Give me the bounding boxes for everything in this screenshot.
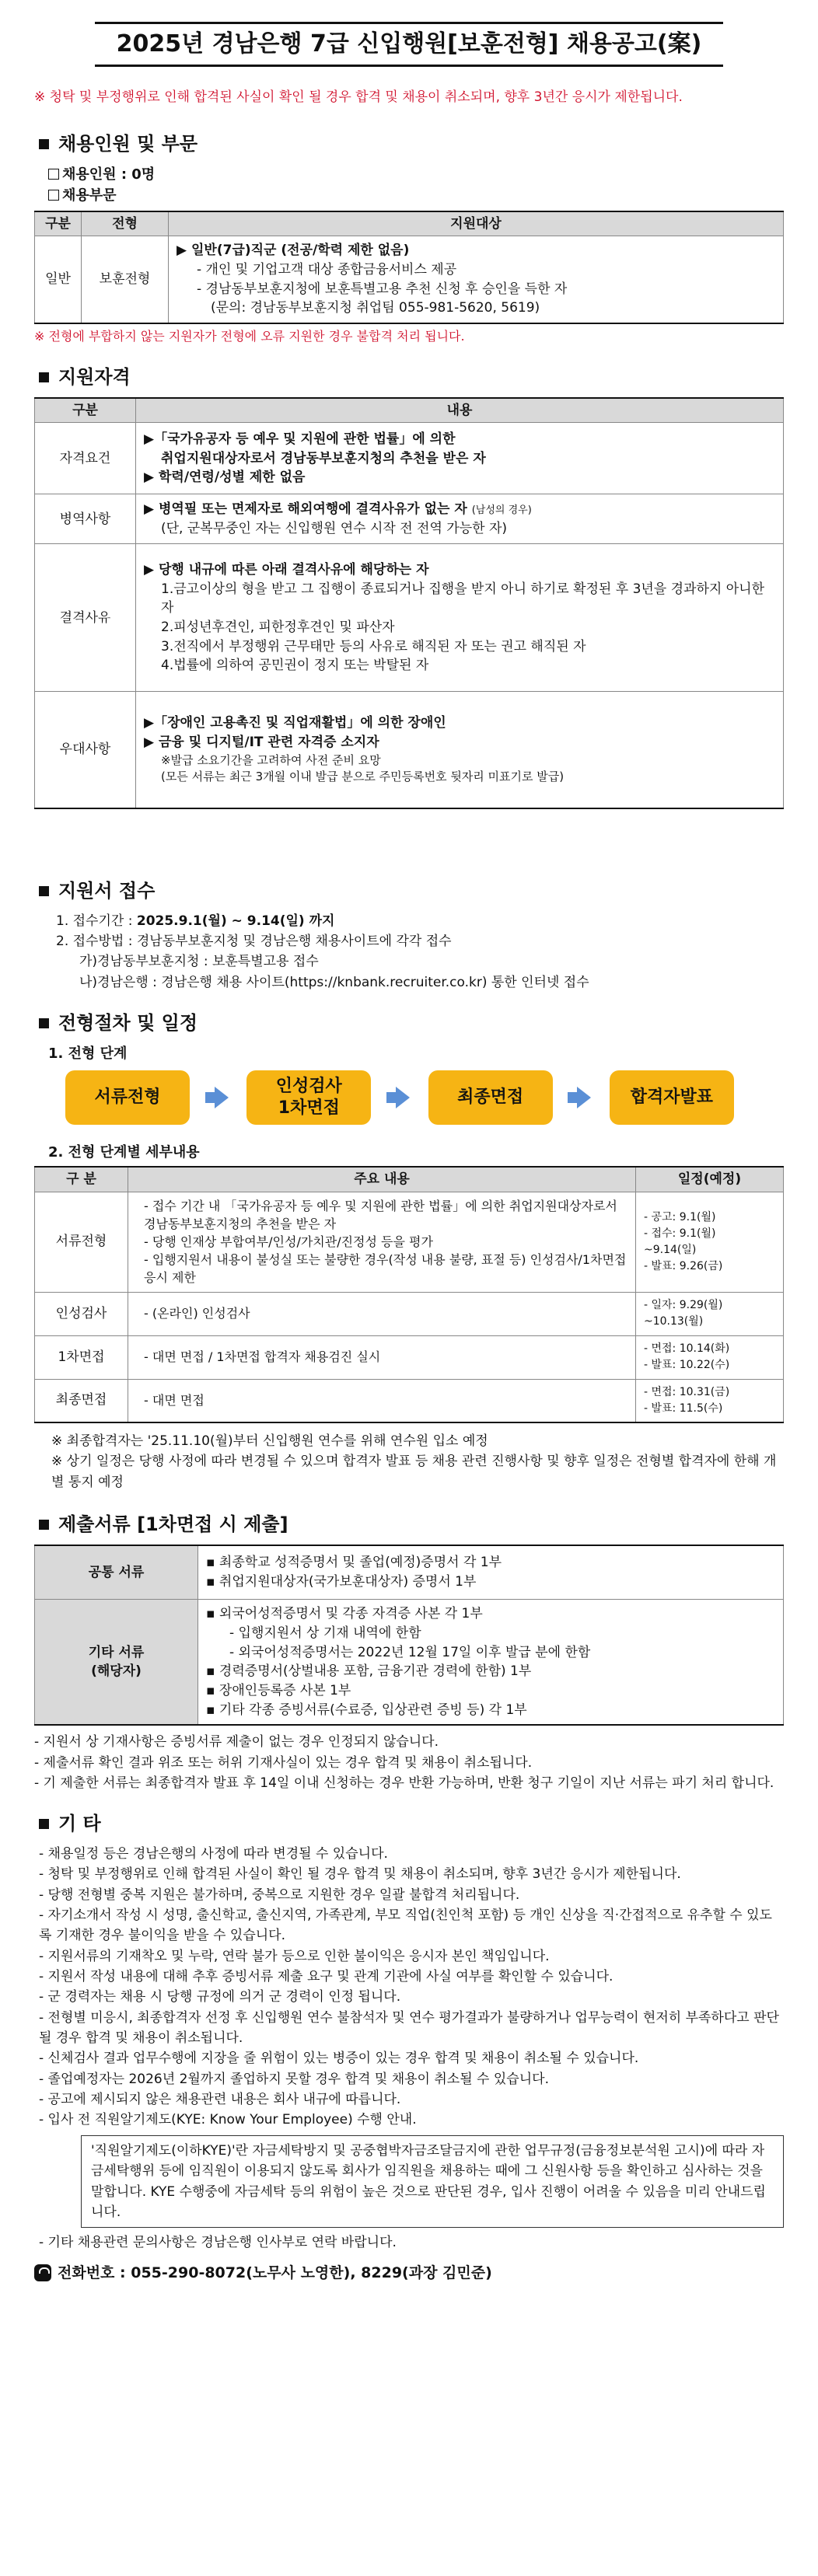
qual-line: (단, 군복무중인 자는 신입행원 연수 시작 전 전역 가능한 자) (161, 520, 508, 536)
table-header-row (35, 398, 784, 423)
title-wrap (34, 22, 784, 67)
doc-line: ▪ 최종학교 성적증명서 및 졸업(예정)증명서 각 1부 (206, 1555, 502, 1571)
section-heading-process (34, 1010, 784, 1037)
list-item: - 청탁 및 부정행위로 인해 합격된 사실이 확인 될 경우 합격 및 채용이 취소되며, 향후 3년간 응시가 제한됩니다. (39, 1866, 681, 1883)
table-cell: 서류전형 (35, 1192, 128, 1292)
table-row (35, 1292, 784, 1335)
list-item: - 군 경력자는 채용 시 당행 규정에 의거 군 경력이 인정 됩니다. (39, 1989, 401, 2005)
qual-text: ▶ 병역필 또는 면제자로 해외여행에 결격사유가 없는 자 (144, 501, 467, 518)
doc-line: ▪ 취업지원대상자(국가보훈대상자) 증명서 1부 (206, 1574, 477, 1590)
list-item: - 자기소개서 작성 시 성명, 출신학교, 출신지역, 가족관계, 부모 직업(친인척 포함) 등 개인 신상을 직·간접적으로 유추할 수 있도록 기재한 경우 불이익을 받을 수 있습니다. (39, 1908, 772, 1944)
section-heading-recruit (34, 131, 784, 158)
qual-line: 4.법률에 의하여 공민권이 정지 또는 박탈된 자 (161, 658, 429, 674)
process-note: ※ 최종합격자는 '25.11.10(월)부터 신입행원 연수를 위해 연수원 입소 예정 (51, 1433, 488, 1450)
table-cell (136, 692, 784, 808)
table-header-row (35, 1167, 784, 1192)
qual-line: 3.전직에서 부정행위 근무태만 등의 사유로 해직된 자 또는 권고 해직된 자 (161, 638, 586, 654)
qual-line: ▶ 금융 및 디지털/IT 관련 자격증 소지자 (144, 734, 379, 750)
contact-phone: 전화번호 : 055-290-8072(노무사 노영한), 8229(과장 김민준) (58, 2264, 492, 2281)
process-flow (65, 1070, 734, 1125)
table-row (35, 1192, 784, 1292)
list-item-label: 1. 접수기간 : (56, 913, 137, 929)
table-row (35, 1545, 784, 1600)
list-item: - 졸업예정자는 2026년 2월까지 졸업하지 못할 경우 합격 및 채용이 취소될 수 있습니다. (39, 2071, 549, 2087)
table-row (35, 1379, 784, 1422)
recruit-table (34, 211, 784, 324)
list-item: - 입사 전 직원알기제도(KYE: Know Your Employee) 수행 안내. (39, 2112, 417, 2128)
section-title: 지원서 접수 (58, 879, 156, 902)
table-cell: - 접수 기간 내 「국가유공자 등 예우 및 지원에 관한 법률」에 의한 취업지원대상자로서 경남동부보훈지청의 추천을 받은 자 - 당행 인재상 부합여부/인성/가치관/진정성 등을 평가 - 입행지원서 내용이 불성실 또는 불량한 경우(작성 내용 불량, 표절 등) 인성검사/1차면접 응시 제한 (128, 1192, 636, 1292)
checkbox-icon (48, 190, 59, 201)
square-bullet-icon (39, 1520, 49, 1530)
target-line: (문의: 경남동부보훈지청 취업팀 055-981-5620, 5619) (211, 300, 540, 316)
recruit-dept (48, 185, 784, 206)
section-title: 전형절차 및 일정 (58, 1012, 198, 1035)
table-header: 구분 (35, 398, 136, 423)
etc-list (39, 1844, 784, 2131)
table-header: 구 분 (35, 1167, 128, 1192)
table-header: 주요 내용 (128, 1167, 636, 1192)
list-item: - 지원서 작성 내용에 대해 추후 증빙서류 제출 요구 및 관계 기관에 사실 여부를 확인할 수 있습니다. (39, 1969, 614, 1985)
square-bullet-icon (39, 372, 49, 382)
section-heading-etc (34, 1810, 784, 1838)
doc-line: ▪ 외국어성적증명서 및 각종 자격증 사본 각 1부 (206, 1606, 483, 1622)
target-line: - 개인 및 기업고객 대상 종합금융서비스 제공 (197, 261, 457, 277)
table-cell: 병역사항 (35, 494, 136, 544)
table-header: 전형 (82, 211, 169, 236)
doc-note: - 지원서 상 기재사항은 증빙서류 제출이 없는 경우 인정되지 않습니다. (34, 1734, 439, 1750)
table-cell: 우대사항 (35, 692, 136, 808)
table-row (35, 1600, 784, 1725)
right-arrow-icon (565, 1087, 596, 1108)
list-item: - 지원서류의 기재착오 및 누락, 연락 불가 등으로 인한 불이익은 응시자 본인 책임입니다. (39, 1948, 550, 1964)
doc-note: - 제출서류 확인 결과 위조 또는 허위 기재사실이 있는 경우 합격 및 채용이 취소됩니다. (34, 1754, 533, 1771)
section-title: 채용인원 및 부문 (58, 132, 198, 155)
top-notice: ※ 청탁 및 부정행위로 인해 합격된 사실이 확인 될 경우 합격 및 채용이 취소되며, 향후 3년간 응시가 제한됩니다. (34, 89, 683, 105)
step-box: 합격자발표 (610, 1070, 734, 1125)
table-cell: - 공고: 9.1(월) - 접수: 9.1(월) ~9.14(일) - 발표: 9.26(금) (636, 1192, 784, 1292)
right-arrow-icon (384, 1087, 415, 1108)
qual-line: 1.금고이상의 형을 받고 그 집행이 종료되거나 집행을 받지 아니 하기로 확정된 후 3년을 경과하지 아니한 자 (161, 581, 764, 616)
section-heading-qualification (34, 364, 784, 391)
qualification-table (34, 397, 784, 809)
table-row (35, 236, 784, 323)
documents-table (34, 1545, 784, 1726)
phone-icon (34, 2264, 51, 2281)
square-bullet-icon (39, 886, 49, 896)
table-row (35, 423, 784, 494)
kye-box: '직원알기제도(이하KYE)'란 자금세탁방지 및 공중협박자금조달금지에 관한 업무규정(금융정보분석원 고시)에 따라 자금세탁행위 등에 임직원이 이용되지 않도록 회사가 임직원을 채용하는 때에 그 신원사항 등을 확인하고 심사하는 것을 말합니다. KYE 수행중에 자금세탁 등의 위험이 높은 것으로 판단된 경우, 입사 진행이 어려울 수 있음을 미리 안내드립니다. (81, 2135, 784, 2228)
table-cell: 최종면접 (35, 1379, 128, 1422)
process-subheading: 2. 전형 단계별 세부내용 (48, 1143, 200, 1161)
square-bullet-icon (39, 139, 49, 149)
page-title: 2025년 경남은행 7급 신입행원[보훈전형] 채용공고(案) (95, 22, 724, 67)
doc-note: - 기 제출한 서류는 최종합격자 발표 후 14일 이내 신청하는 경우 반환 가능하며, 반환 청구 기일이 지난 서류는 파기 처리 합니다. (34, 1775, 774, 1791)
table-cell: - (온라인) 인성검사 (128, 1292, 636, 1335)
target-title: ▶ 일반(7급)직군 (전공/학력 제한 없음) (177, 243, 410, 259)
list-item: - 기타 채용관련 문의사항은 경남은행 인사부로 연락 바랍니다. (39, 2235, 397, 2251)
table-cell: - 면접: 10.14(화) - 발표: 10.22(수) (636, 1335, 784, 1379)
table-header: 내용 (136, 398, 784, 423)
doc-line: - 외국어성적증명서는 2022년 12월 17일 이후 발급 분에 한함 (229, 1644, 591, 1660)
square-bullet-icon (39, 1018, 49, 1028)
qual-line: 2.피성년후견인, 피한정후견인 및 파산자 (161, 619, 395, 635)
list-item: - 채용일정 등은 경남은행의 사정에 따라 변경될 수 있습니다. (39, 1846, 388, 1862)
qual-line: ▶「국가유공자 등 예우 및 지원에 관한 법률」에 의한 (144, 431, 456, 447)
qual-line: ▶「장애인 고용촉진 및 직업재활법」에 의한 장애인 (144, 715, 446, 731)
table-cell (198, 1545, 784, 1600)
table-cell: 1차면접 (35, 1335, 128, 1379)
list-item: 2. 접수방법 : 경남동부보훈지청 및 경남은행 채용사이트에 각각 접수 (56, 934, 452, 950)
contact-footer (34, 2263, 784, 2285)
section-title: 제출서류 [1차면접 시 제출] (58, 1513, 288, 1536)
section-title: 지원자격 (58, 366, 131, 389)
step-box: 서류전형 (65, 1070, 190, 1125)
list-item: - 당행 전형별 중복 지원은 불가하며, 중복으로 지원한 경우 일괄 불합격 처리됩니다. (39, 1887, 520, 1903)
doc-line: ▪ 경력증명서(상벌내용 포함, 금융기관 경력에 한함) 1부 (206, 1663, 532, 1680)
table-cell: 인성검사 (35, 1292, 128, 1335)
list-item: - 공고에 제시되지 않은 채용관련 내용은 회사 내규에 따릅니다. (39, 2092, 401, 2108)
recruit-count (48, 164, 784, 185)
right-arrow-icon (203, 1087, 234, 1108)
schedule-table (34, 1166, 784, 1423)
table-cell (198, 1600, 784, 1725)
qual-line: 취업지원대상자로서 경남동부보훈지청의 추천을 받은 자 (161, 450, 486, 466)
table-cell: 기타 서류 (해당자) (35, 1600, 198, 1725)
table-cell (136, 544, 784, 692)
list-item: - 신체검사 결과 업무수행에 지장을 줄 위험이 있는 병증이 있는 경우 합격 및 채용이 취소될 수 있습니다. (39, 2051, 639, 2067)
process-subheading: 1. 전형 단계 (48, 1045, 128, 1062)
application-list (56, 911, 784, 993)
table-cell (136, 494, 784, 544)
qual-note: (남성의 경우) (471, 504, 532, 517)
table-cell: 자격요건 (35, 423, 136, 494)
list-item: 나)경남은행 : 경남은행 채용 사이트(https://knbank.recruiter.co.kr) 통한 인터넷 접수 (79, 974, 589, 990)
section-heading-documents (34, 1511, 784, 1538)
table-row (35, 544, 784, 692)
qual-line: ▶ 당행 내규에 따른 아래 결격사유에 해당하는 자 (144, 562, 429, 578)
table-header-row (35, 211, 784, 236)
doc-line: ▪ 기타 각종 증빙서류(수료증, 입상관련 증빙 등) 각 1부 (206, 1702, 527, 1718)
table-cell: 일반 (35, 236, 82, 323)
recruit-warning: ※ 전형에 부합하지 않는 지원자가 전형에 오류 지원한 경우 불합격 처리 됩니다. (34, 328, 465, 344)
qual-line: ▶ 학력/연령/성별 제한 없음 (144, 469, 306, 486)
step-box: 최종면접 (428, 1070, 553, 1125)
table-cell: - 대면 면접 (128, 1379, 636, 1422)
square-bullet-icon (39, 1819, 49, 1829)
table-cell: - 면접: 10.31(금) - 발표: 11.5(수) (636, 1379, 784, 1422)
table-cell: 결격사유 (35, 544, 136, 692)
list-item: 가)경남동부보훈지청 : 보훈특별고용 접수 (79, 954, 319, 970)
table-row (35, 494, 784, 544)
table-row (35, 692, 784, 808)
application-period: 2025.9.1(월) ~ 9.14(일) 까지 (136, 913, 335, 929)
qual-line: (모든 서류는 최근 3개월 이내 발급 분으로 주민등록번호 뒷자리 미표기로 발급) (161, 770, 565, 784)
table-cell: - 일자: 9.29(월) ~10.13(월) (636, 1292, 784, 1335)
list-item: - 전형별 미응시, 최종합격자 선정 후 신입행원 연수 불참석자 및 연수 평가결과가 불량하거나 업무능력이 현저히 부족하다고 판단될 경우 합격 및 채용이 취소됩니다. (39, 2009, 779, 2047)
doc-line: ▪ 장애인등록증 사본 1부 (206, 1682, 351, 1698)
recruit-dept-label: 채용부문 (62, 187, 117, 204)
recruit-target-cell (169, 236, 784, 323)
recruit-count-label: 채용인원 : 0명 (62, 166, 156, 183)
list-item (56, 911, 784, 931)
section-title: 기 타 (58, 1813, 101, 1835)
qual-line (144, 500, 775, 519)
qual-line: ※발급 소요기간을 고려하여 사전 준비 요망 (161, 752, 381, 767)
checkbox-icon (48, 169, 59, 180)
table-cell (136, 423, 784, 494)
table-header: 지원대상 (169, 211, 784, 236)
process-note: ※ 상기 일정은 당행 사정에 따라 변경될 수 있으며 합격자 발표 등 채용 관련 진행사항 및 향후 일정은 전형별 합격자에 한해 개별 통지 예정 (51, 1454, 777, 1490)
spacer (34, 809, 784, 864)
step-box: 인성검사 1차면접 (246, 1070, 371, 1125)
doc-line: - 입행지원서 상 기재 내역에 한함 (229, 1625, 421, 1641)
section-heading-application (34, 878, 784, 905)
table-cell: 보훈전형 (82, 236, 169, 323)
table-row (35, 1335, 784, 1379)
table-cell: - 대면 면접 / 1차면접 합격자 채용검진 실시 (128, 1335, 636, 1379)
table-header: 일정(예정) (636, 1167, 784, 1192)
table-cell: 공통 서류 (35, 1545, 198, 1600)
table-header: 구분 (35, 211, 82, 236)
target-line: - 경남동부보훈지청에 보훈특별고용 추천 신청 후 승인을 득한 자 (197, 281, 568, 297)
